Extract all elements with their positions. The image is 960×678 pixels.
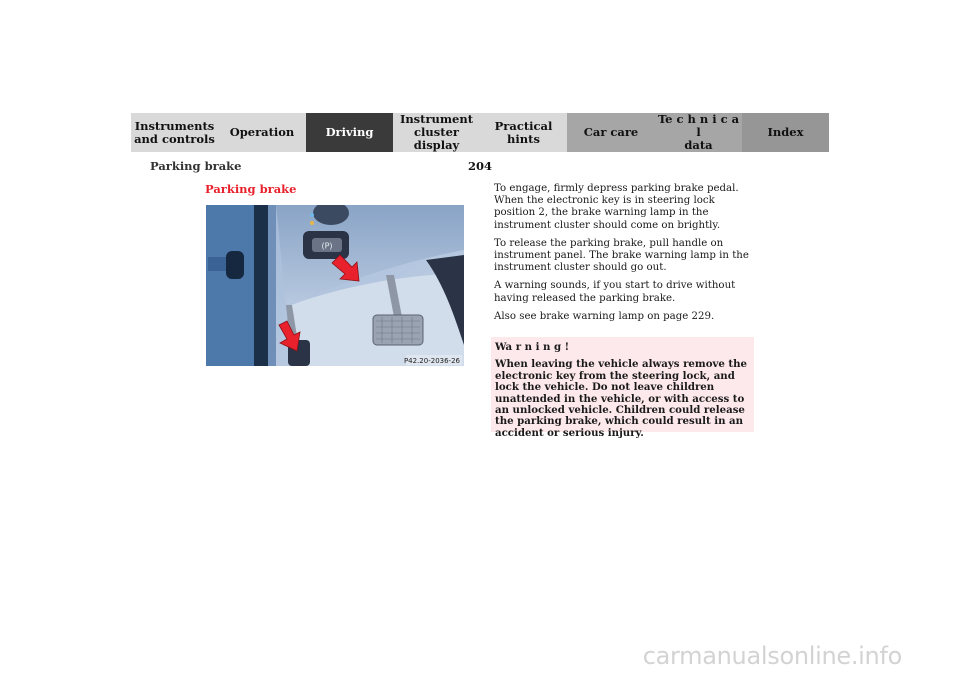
section-heading: Parking brake [205,182,297,196]
page-header-title: Parking brake [150,159,242,173]
paragraph-release: To release the parking brake, pull handle on instrument panel. The brake warning lamp in the instrument cluster should go out. [494,237,749,274]
warning-box [491,337,754,439]
figure-label: P42.20-2036-26 [403,357,460,365]
parking-button-symbol: (P) [321,241,333,251]
tab-instruments-and-controls[interactable]: Instruments and controls [131,113,218,152]
tab-instrument-cluster-display[interactable]: Instrument cluster display [393,113,480,152]
paragraph-warning-sound: A warning sounds, if you start to drive without having released the parking brake. [494,280,736,304]
parking-brake-illustration [206,205,464,366]
warning-title: Wa r n i n g ! [495,341,570,353]
instruction-text [494,183,756,329]
tab-driving[interactable]: Driving [306,113,393,152]
tab-practical-hints[interactable]: Practical hints [480,113,567,152]
page-number: 204 [468,159,493,173]
paragraph-see-also: Also see brake warning lamp on page 229. [494,310,715,322]
tab-car-care[interactable]: Car care [567,113,655,152]
tab-operation[interactable]: Operation [218,113,306,152]
tab-index[interactable]: Index [742,113,829,152]
tab-technical-data[interactable]: Te c h n i c a l data [655,113,742,152]
paragraph-engage: To engage, firmly depress parking brake pedal. When the electronic key is in steering lock position 2, the brake warning lamp in the instrument cluster should come on brightly. [494,183,739,231]
warning-text: When leaving the vehicle always remove the electronic key from the steering lock, and lock the vehicle. Do not leave children unattended in the vehicle, or with access to an unlocked vehicle. Children could release the parking brake, which could result in an accident or serious injury. [495,358,748,439]
watermark-text: carmanualsonline.info [642,642,902,670]
chapter-tabs [131,113,829,152]
